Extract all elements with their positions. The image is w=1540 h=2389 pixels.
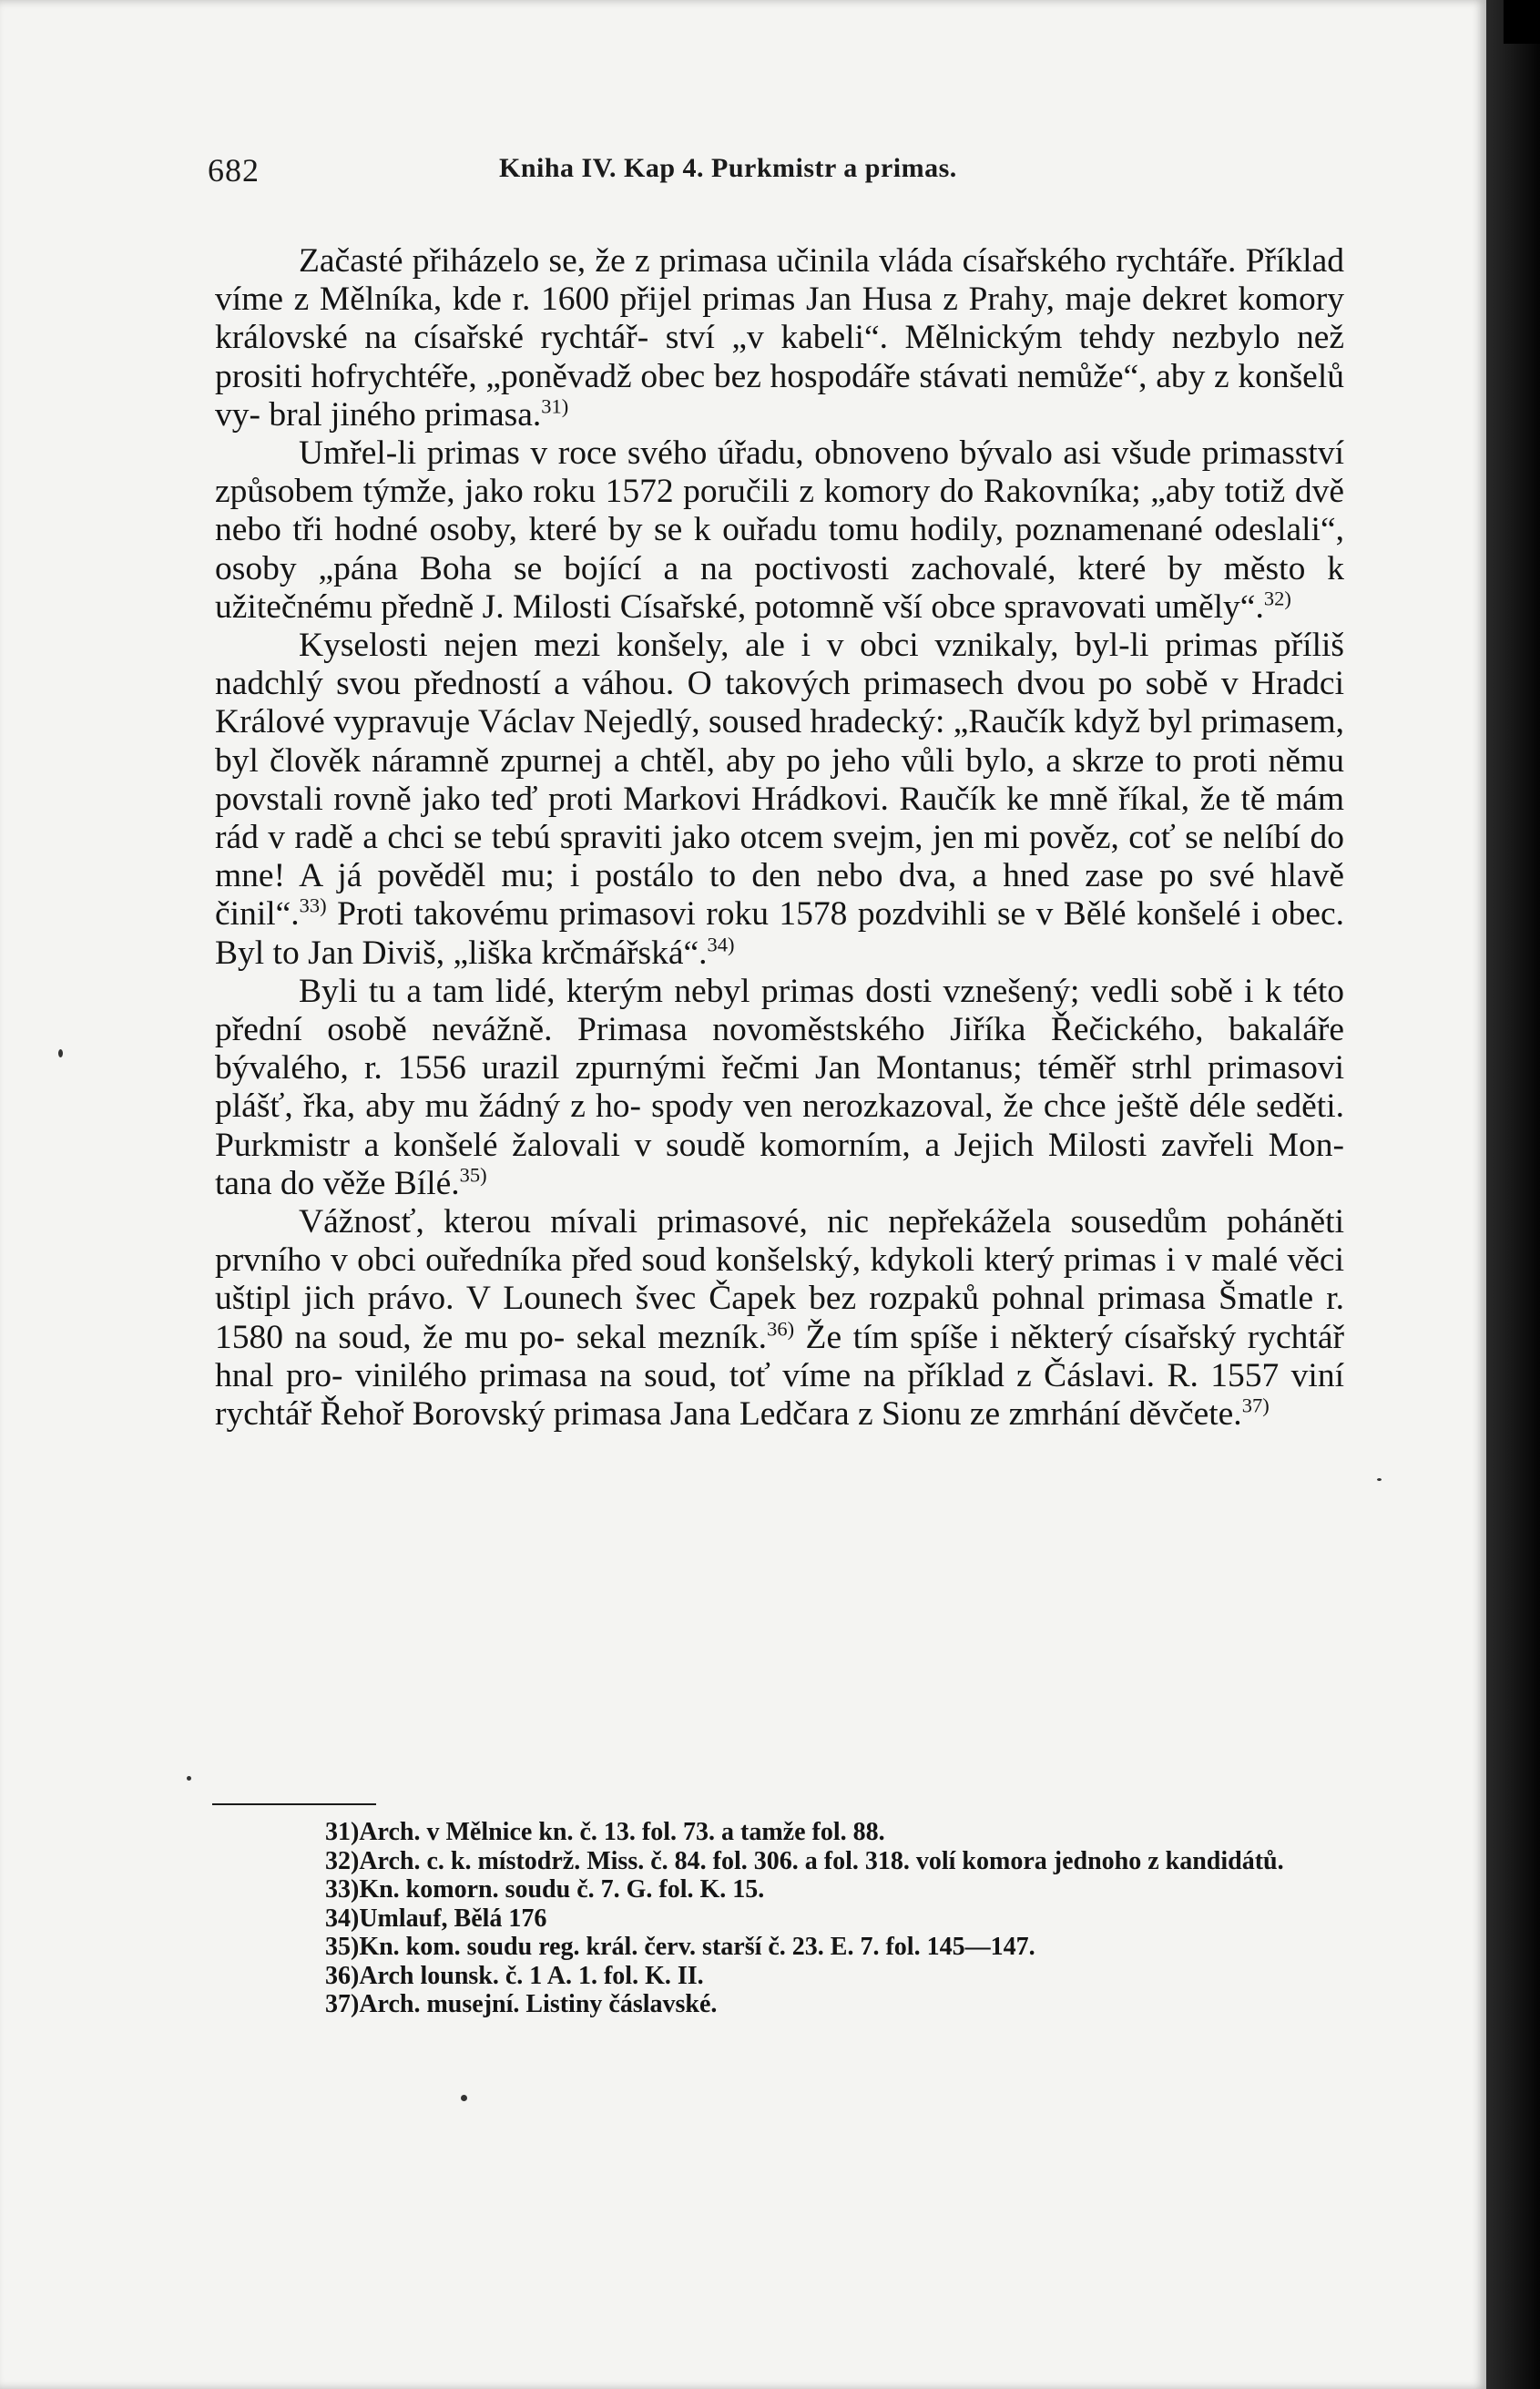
footnote-number: 32): [325, 1846, 360, 1875]
paragraph-3-text-continued: Proti takovému primasovi roku 1578 pozdvihli se v Bělé konšelé i obec. Byl to Jan Diviš, „liška krčmářská“.: [215, 895, 1344, 972]
footnote-number: 34): [325, 1904, 360, 1933]
paragraph-2-text: Umřel-li primas v roce svého úřadu, obnoveno bývalo asi všude primasství způsobem týmže, jako roku 1572 poručili z komory do Rakovníka; „aby totiž dvě nebo tři hodné osoby, které by se k ouřadu tomu hodily, poznamenané odeslali“, osoby „pána Boha se bojící a na poctivosti zachovalé, které by město k užitečnému předně J. Milosti Císařské, potomně vší obce spravovati uměly“.: [215, 434, 1344, 626]
footnote-32: [205, 1847, 1352, 1876]
footnote-ref-32: 32): [1263, 587, 1291, 610]
paragraph-4: [215, 973, 1344, 1203]
footnote-ref-36: 36): [767, 1317, 795, 1341]
paragraph-4-text: Byli tu a tam lidé, kterým nebyl primas dosti vznešený; vedli sobě i k této přední osobě nevážně. Primasa novoměstského Jiříka Řečického, bakaláře bývalého, r. 1556 urazil zpurnými řečmi Jan Montanus; téměř strhl primasovi plášť, řka, aby mu žádný z ho- spody ven nerozkazoval, že chce ještě déle seděti. Purkmistr a konšelé žalovali v soudě komorním, a Jejich Milosti zavřeli Mon- tana do věže Bílé.: [215, 972, 1344, 1202]
page-number: 682: [208, 152, 260, 189]
body-text: [215, 242, 1344, 1434]
footnote-text: Arch lounsk. č. 1 A. 1. fol. K. II.: [359, 1961, 704, 1990]
scan-speck: [461, 2095, 467, 2101]
footnote-33: [205, 1875, 1352, 1904]
footnote-text: Kn. kom. soudu reg. král. červ. starší č. 23. E. 7. fol. 145—147.: [359, 1933, 1035, 1961]
footnote-ref-33: 33): [299, 893, 327, 917]
paragraph-1: [215, 242, 1344, 434]
footnote-31: [205, 1818, 1352, 1847]
footnote-number: 36): [325, 1961, 360, 1990]
scan-speck: [1377, 1478, 1382, 1481]
paragraph-5-text-continued: Že tím spíše i některý císařský rychtář hnal pro- vinilého primasa na soud, toť víme na příklad z Čáslavi. R. 1557 viní rychtář Řehoř Borovský primasa Jana Ledčara z Sionu ze zmrhání děvčete.: [215, 1318, 1344, 1434]
chapter-heading: Kniha IV. Kap 4. Purkmistr a primas.: [499, 153, 957, 183]
footnote-ref-37: 37): [1241, 1394, 1270, 1417]
scan-speck: [187, 1776, 191, 1781]
running-head: [208, 151, 1346, 197]
paragraph-3-text: Kyselosti nejen mezi konšely, ale i v obci vznikaly, byl-li primas příliš nadchlý svou předností a váhou. O takových primasech dvou po sobě v Hradci Králové vypravuje Václav Nejedlý, soused hradecký: „Raučík když byl primasem, byl člověk náramně zpurnej a chtěl, aby po jeho vůli bylo, a skrze to proti němu povstali rovně jako teď proti Markovi Hrádkovi. Raučík ke mně říkal, že tě mám rád v radě a chci se tebú spraviti jako otcem svejm, jen mi pověz, coť se nelíbí do mne! A já pověděl mu; i postálo to den nebo dva, a hned zase po své hlavě činil“.: [215, 627, 1344, 934]
footnote-ref-34: 34): [707, 933, 735, 956]
paragraph-5: [215, 1203, 1344, 1434]
footnote-36: [205, 1962, 1352, 1991]
footnotes: [205, 1818, 1352, 2019]
scan-corner: [1504, 0, 1540, 44]
footnote-text: Arch. c. k. místodrž. Miss. č. 84. fol. 306. a fol. 318. volí komora jednoho z kandidátů.: [359, 1846, 1284, 1875]
paragraph-2: [215, 434, 1344, 627]
footnote-text: Umlauf, Bělá 176: [359, 1904, 547, 1933]
footnote-text: Arch. musejní. Listiny čáslavské.: [359, 1990, 718, 2018]
scan-speck: [58, 1049, 63, 1057]
footnote-34: [205, 1904, 1352, 1934]
paragraph-3: [215, 627, 1344, 973]
footnote-text: Arch. v Mělnice kn. č. 13. fol. 73. a tamže fol. 88.: [359, 1818, 885, 1846]
footnote-number: 35): [325, 1933, 360, 1961]
footnote-number: 33): [325, 1875, 360, 1904]
footnote-text: Kn. komorn. soudu č. 7. G. fol. K. 15.: [359, 1875, 765, 1904]
paragraph-5-text: Vážnosť, kterou mívali primasové, nic nepřekážela sousedům poháněti prvního v obci ouředníka před soud konšelský, kdykoli který primas i v malé věci uštipl jich právo. V Lounech švec Čapek bez rozpaků pohnal primasa Šmatle r. 1580 na soud, že mu po- sekal mezník.: [215, 1203, 1344, 1356]
footnote-37: [205, 1990, 1352, 2019]
footnote-ref-31: 31): [541, 394, 569, 418]
footnote-35: [205, 1933, 1352, 1962]
footnote-divider: [212, 1803, 376, 1805]
scan-border: [1486, 0, 1540, 2389]
footnote-number: 31): [325, 1818, 360, 1846]
footnote-ref-35: 35): [459, 1163, 487, 1187]
paragraph-1-text: Začasté přiházelo se, že z primasa učinila vláda císařského rychtáře. Příklad víme z Mělníka, kde r. 1600 přijel primas Jan Husa z Prahy, maje dekret komory královské na císařské rychtář- ství „v kabeli“. Mělnickým tehdy nezbylo než prositi hofrychtéře, „poněvadž obec bez hospodáře stávati nemůže“, aby z konšelů vy- bral jiného primasa.: [215, 242, 1344, 434]
footnote-number: 37): [325, 1990, 360, 2018]
